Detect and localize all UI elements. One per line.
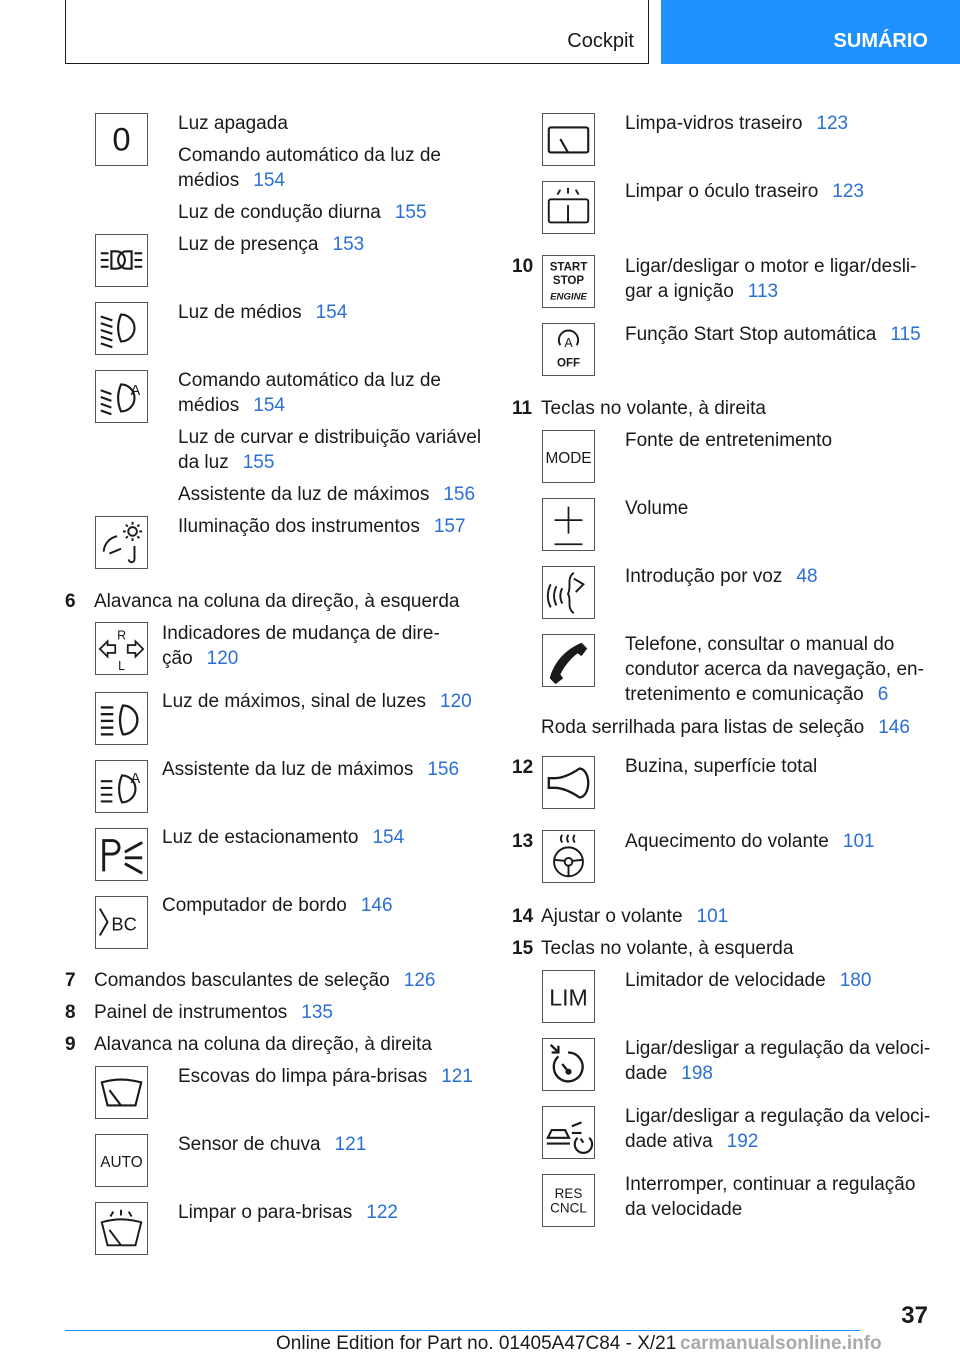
item-14-text: Ajustar o volante 101 <box>541 906 729 927</box>
item-11-text: Teclas no volante, à direita <box>541 398 766 419</box>
item-13-text: Aquecimento do volante 101 <box>625 831 875 852</box>
svg-text:RES: RES <box>554 1186 583 1202</box>
daytime-light-text: Luz de condução diurna 155 <box>178 202 427 223</box>
item-number: 6 <box>65 591 76 612</box>
phone-text-2: condutor acerca da navegação, en- <box>625 659 924 680</box>
turn-signal-text-2: ção 120 <box>162 648 239 669</box>
page-ref-link[interactable]: 155 <box>242 452 275 473</box>
item-8-text: Painel de instrumentos 135 <box>94 1002 333 1023</box>
item-15-text: Teclas no volante, à esquerda <box>541 938 794 959</box>
page-ref-link[interactable]: 154 <box>253 170 285 191</box>
item-6-text: Alavanca na coluna da direção, à esquerda <box>94 591 460 612</box>
parking-light-icon <box>95 234 148 287</box>
mode-button-icon <box>542 430 595 483</box>
page-ref-link[interactable]: 154 <box>372 827 405 848</box>
svg-text:A: A <box>130 771 141 788</box>
item-number: 12 <box>512 757 534 778</box>
thumbwheel-text: Roda serrilhada para listas de seleção 146 <box>541 717 910 738</box>
entertainment-text: Fonte de entretenimento <box>625 430 833 451</box>
instrument-lighting-text: Iluminação dos instrumentos 157 <box>178 516 466 537</box>
parking-lamp-icon <box>95 828 148 881</box>
watermark: carmanualsonline.info <box>680 1333 882 1354</box>
item-9-text: Alavanca na coluna da direção, à direita <box>94 1034 433 1055</box>
page-ref-link[interactable]: 123 <box>816 113 849 134</box>
svg-text:BC: BC <box>111 913 137 935</box>
page-ref-link[interactable]: 120 <box>440 691 472 712</box>
rain-sensor-text: Sensor de chuva 121 <box>178 1134 367 1155</box>
svg-text:CNCL: CNCL <box>550 1200 587 1216</box>
horn-icon <box>542 756 595 809</box>
windshield-washer-icon <box>95 1202 148 1255</box>
item-number: 9 <box>65 1034 76 1055</box>
res-cncl-text-2: da velocidade <box>625 1199 743 1220</box>
item-number: 11 <box>512 398 533 419</box>
active-cruise-text-2: dade ativa 192 <box>625 1131 759 1152</box>
start-stop-button-icon <box>542 255 595 308</box>
page-ref-link[interactable]: 115 <box>890 324 921 345</box>
item-10-text: Ligar/desligar o motor e ligar/desli- <box>625 256 917 277</box>
page-ref-link[interactable]: 113 <box>747 281 779 302</box>
page-ref-link[interactable]: 156 <box>443 484 476 505</box>
svg-text:STOP: STOP <box>552 274 585 287</box>
volume-text: Volume <box>625 498 689 519</box>
svg-text:0: 0 <box>112 120 131 158</box>
board-computer-text: Computador de bordo 146 <box>162 895 393 916</box>
auto-low-beam-icon <box>95 370 148 423</box>
turn-signal-text: Indicadores de mudança de dire- <box>162 623 440 644</box>
page-ref-link[interactable]: 153 <box>332 234 365 255</box>
cruise-text-2: dade 198 <box>625 1063 713 1084</box>
phone-icon <box>542 634 595 687</box>
auto-start-stop-icon <box>542 323 595 376</box>
cruise-control-icon <box>542 1038 595 1091</box>
voice-input-text: Introdução por voz 48 <box>625 566 818 587</box>
high-beam-assist-icon <box>95 760 148 813</box>
auto-start-stop-text: Função Start Stop automática 115 <box>625 324 921 345</box>
footer-edition-text: Online Edition for Part no. 01405A47C84 - X/21 <box>276 1333 677 1354</box>
clean-windshield-text: Limpar o para-brisas 122 <box>178 1202 398 1223</box>
auto-low-beam-text: Comando automático da luz de <box>178 145 441 166</box>
wipers-text: Escovas do limpa pára-brisas 121 <box>178 1066 473 1087</box>
phone-text-3: tretenimento e comunicação 6 <box>625 684 889 705</box>
turn-signal-icon <box>95 622 148 675</box>
low-beam-text: Luz de médios 154 <box>178 302 348 323</box>
svg-text:AUTO: AUTO <box>100 1153 143 1171</box>
footer-divider <box>65 1330 860 1331</box>
item-number: 8 <box>65 1002 76 1023</box>
page-ref-link[interactable]: 135 <box>301 1002 333 1023</box>
page-ref-link[interactable]: 120 <box>206 648 239 669</box>
page-ref-link[interactable]: 121 <box>441 1066 473 1087</box>
page-ref-link[interactable]: 123 <box>832 181 864 202</box>
windshield-wiper-icon <box>95 1066 148 1119</box>
adaptive-light-text: Luz de curvar e distribuição variável <box>178 427 482 448</box>
page-ref-link[interactable]: 156 <box>427 759 460 780</box>
svg-text:A: A <box>130 383 141 400</box>
volume-icon <box>542 498 595 551</box>
svg-text:R: R <box>117 628 127 643</box>
auto-low-beam-text-2: médios 154 <box>178 170 285 191</box>
parking-light-text: Luz de presença 153 <box>178 234 365 255</box>
high-beam-assist-text: Assistente da luz de máximos 156 <box>178 484 476 505</box>
steering-wheel-heating-icon <box>542 830 595 883</box>
item-10-text-2: gar a ignição 113 <box>625 281 779 302</box>
rear-wiper-text: Limpa-vidros traseiro 123 <box>625 113 849 134</box>
svg-text:ENGINE: ENGINE <box>550 291 587 303</box>
page-ref-link[interactable]: 154 <box>253 395 285 416</box>
phone-text: Telefone, consultar o manual do <box>625 634 895 655</box>
svg-text:MODE: MODE <box>545 449 592 467</box>
page-ref-link[interactable]: 154 <box>315 302 348 323</box>
page-ref-link[interactable]: 48 <box>796 566 818 587</box>
page-ref-link[interactable]: 180 <box>839 970 872 991</box>
svg-text:START: START <box>549 261 588 274</box>
auto-low-beam-text-a: Comando automático da luz de <box>178 370 441 391</box>
svg-text:OFF: OFF <box>556 357 581 370</box>
active-cruise-text: Ligar/desligar a regulação da veloci- <box>625 1106 931 1127</box>
svg-text:A: A <box>564 336 573 351</box>
item-number: 13 <box>512 831 534 852</box>
speed-limiter-text: Limitador de velocidade 180 <box>625 970 872 991</box>
auto-low-beam-text-b: médios 154 <box>178 395 285 416</box>
res-cncl-button-icon <box>542 1174 595 1227</box>
page-ref-link[interactable]: 101 <box>842 831 875 852</box>
cruise-text: Ligar/desligar a regulação da veloci- <box>625 1038 931 1059</box>
item-number: 15 <box>512 938 534 959</box>
item-number: 7 <box>65 970 76 991</box>
page-ref-link[interactable]: 155 <box>394 202 427 223</box>
instrument-lighting-icon <box>95 516 148 569</box>
page-ref-link[interactable]: 122 <box>366 1202 398 1223</box>
light-off-icon <box>95 113 148 166</box>
high-beam-text: Luz de máximos, sinal de luzes 120 <box>162 691 472 712</box>
item-number: 10 <box>512 256 534 277</box>
parking-lamp-text: Luz de estacionamento 154 <box>162 827 405 848</box>
res-cncl-text: Interromper, continuar a regulação <box>625 1174 916 1195</box>
page-ref-link[interactable]: 101 <box>696 906 729 927</box>
voice-command-icon <box>542 566 595 619</box>
summary-button[interactable] <box>661 0 960 64</box>
page-number: 37 <box>901 1302 928 1329</box>
rear-wiper-icon <box>542 113 595 166</box>
adaptive-light-text-2: da luz 155 <box>178 452 275 473</box>
page-ref-link[interactable]: 157 <box>433 516 466 537</box>
item-7-text: Comandos basculantes de seleção 126 <box>94 970 436 991</box>
page-ref-link[interactable]: 146 <box>878 717 910 738</box>
page-ref-link[interactable]: 198 <box>681 1063 713 1084</box>
rear-washer-icon <box>542 181 595 234</box>
svg-text:LIM: LIM <box>549 984 588 1011</box>
section-title: Cockpit <box>567 30 634 52</box>
active-cruise-control-icon <box>542 1106 595 1159</box>
clean-rear-text: Limpar o óculo traseiro 123 <box>625 181 864 202</box>
low-beam-icon <box>95 302 148 355</box>
board-computer-icon <box>95 896 148 949</box>
high-beam-icon <box>95 692 148 745</box>
page-ref-link[interactable]: 146 <box>360 895 393 916</box>
page-ref-link[interactable]: 121 <box>334 1134 367 1155</box>
rain-sensor-icon <box>95 1134 148 1187</box>
header-section-box <box>65 0 649 64</box>
page-ref-link[interactable]: 6 <box>877 684 889 705</box>
light-off-text: Luz apagada <box>178 113 288 134</box>
page-ref-link[interactable]: 126 <box>403 970 436 991</box>
high-beam-assist-text-2: Assistente da luz de máximos 156 <box>162 759 460 780</box>
svg-text:L: L <box>118 659 126 674</box>
page-ref-link[interactable]: 192 <box>726 1131 759 1152</box>
item-12-text: Buzina, superfície total <box>625 756 818 777</box>
summary-button-label: SUMÁRIO <box>833 30 928 52</box>
speed-limiter-icon <box>542 970 595 1023</box>
item-number: 14 <box>512 906 534 927</box>
